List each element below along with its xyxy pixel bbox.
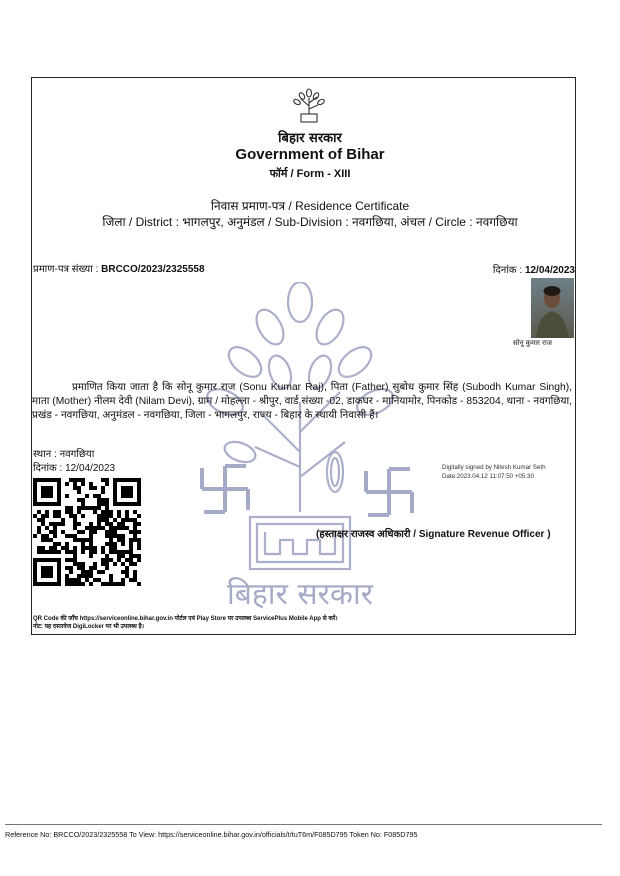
reference-line: Reference No: BRCCO/2023/2325558 To View: https://serviceonline.bihar.gov.in/officials/t/tuT6m/F085D795 Token No: F085D795	[5, 830, 418, 839]
digilocker-note: नोट: यह दस्तावेज DigiLocker पर भी उपलब्ध है।	[33, 624, 144, 630]
digital-signature-line1: Digitally signed by Nitesh Kumar Seth	[442, 464, 546, 471]
place-label: स्थान :	[33, 449, 60, 460]
place-value: नवगछिया	[59, 449, 95, 460]
district-line: जिला / District : भागलपुर, अनुमंडल / Sub-Division : नवगछिया, अंचल / Circle : नवगछिया	[102, 215, 518, 229]
govt-english-title: Government of Bihar	[235, 146, 385, 163]
qr-verification-note: QR Code की जाँच https://serviceonline.bihar.gov.in पोर्टल एवं Play Store पर उपलब्ध ServicePlus Mobile App से करें।	[33, 616, 338, 622]
certificate-title: निवास प्रमाण-पत्र / Residence Certificate	[210, 199, 410, 213]
digital-signature-line2: Date:2023.04.12 11:07:50 +05:30	[442, 473, 534, 480]
qr-code-icon	[33, 478, 141, 586]
swastika-icon	[196, 460, 254, 518]
form-number: फॉर्म / Form - XIII	[269, 168, 351, 180]
photo-caption: सोनू कुमार राज	[513, 339, 552, 347]
place	[33, 446, 94, 460]
watermark-text: बिहार सरकार	[226, 577, 374, 612]
issue-date-label: दिनांक :	[33, 463, 66, 474]
issue-date-value: 12/04/2023	[65, 463, 116, 474]
footer-divider	[5, 824, 602, 825]
issue-date	[33, 460, 115, 474]
digital-signature	[442, 463, 546, 481]
certificate-number-value: BRCCO/2023/2325558	[101, 264, 205, 275]
bodhi-tree-emblem-icon	[290, 88, 328, 124]
certificate-number	[33, 261, 205, 275]
certificate-date	[493, 262, 575, 276]
certificate-date-value: 12/04/2023	[524, 265, 575, 276]
swastika-icon	[360, 463, 418, 521]
bodhi-tree-watermark-icon	[185, 282, 415, 612]
certificate-body: प्रमाणित किया जाता है कि सोनू कुमार राज (Sonu Kumar Raj), पिता (Father) सुबोध कुमार सिंह (Subodh Kumar Singh), माता (Mother) नीलम देवी (Nilam Devi), ग्राम / मोहल्ला - श्रीपुर, वार्ड संख्या -02, डाकघर - मानियामोर, पिनकोड - 853204, थाना - नवगछिया, प्रखंड - नवगछिया, अनुमंडल - नवगछिया, जिला - भागलपुर, राज्य - बिहार के स्थायी निवासी हैं।	[32, 382, 572, 421]
certificate-number-label: प्रमाण-पत्र संख्या :	[33, 264, 102, 275]
govt-hindi-title: बिहार सरकार	[278, 131, 342, 146]
signatory-label: (हस्ताक्षर राजस्व अधिकारी / Signature Revenue Officer )	[316, 529, 551, 540]
certificate-date-label: दिनांक :	[492, 265, 525, 276]
signatory	[316, 526, 551, 540]
